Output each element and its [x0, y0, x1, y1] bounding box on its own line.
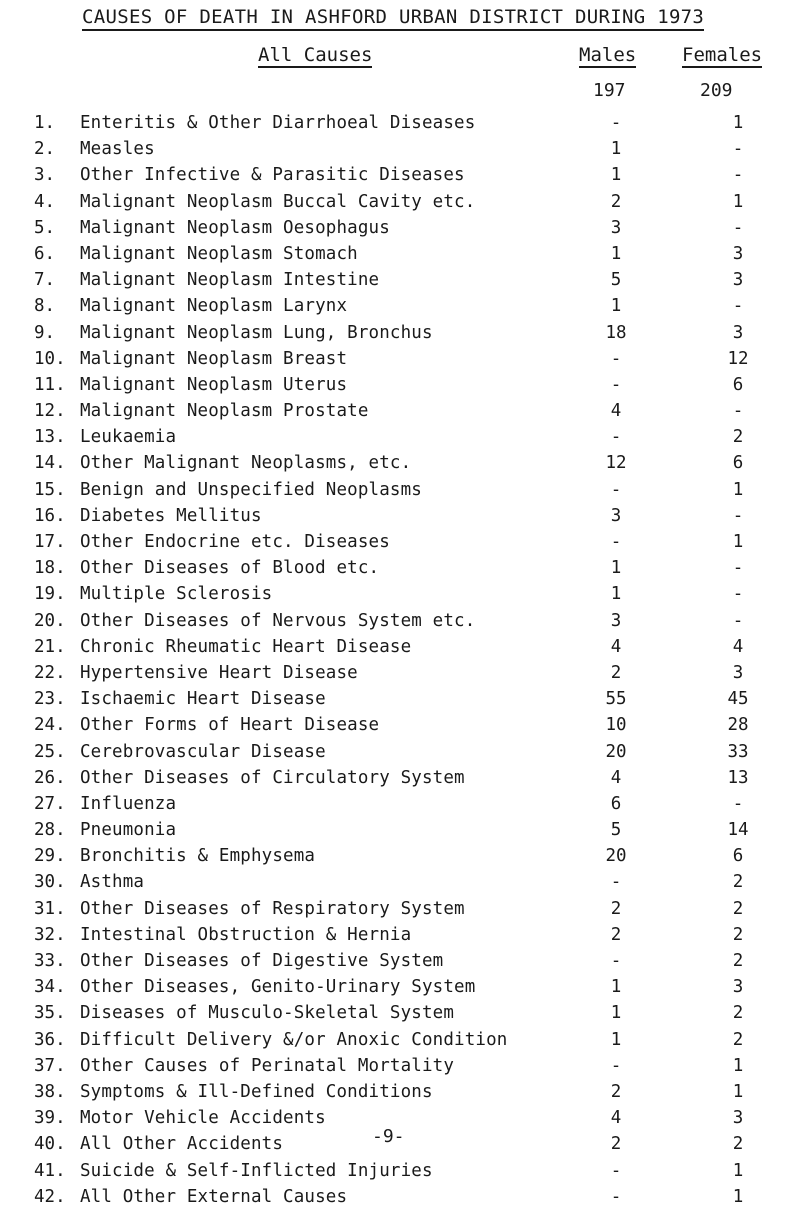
cause-name: Malignant Neoplasm Lung, Bronchus	[80, 322, 433, 343]
females-count: 3	[732, 977, 744, 998]
males-count: 3	[610, 610, 622, 631]
females-count: -	[732, 610, 744, 631]
cause-name: Malignant Neoplasm Uterus	[80, 374, 348, 395]
row-number: 15.	[34, 479, 66, 500]
cause-name: Other Diseases of Blood etc.	[80, 558, 380, 579]
table-row	[0, 503, 800, 529]
cause-name: Benign and Unspecified Neoplasms	[80, 479, 422, 500]
males-count: -	[610, 1160, 622, 1181]
cause-name: Other Malignant Neoplasms, etc.	[80, 453, 412, 474]
row-number: 36.	[34, 1029, 66, 1050]
cause-name: Other Diseases of Nervous System etc.	[80, 610, 476, 631]
table-row	[0, 765, 800, 791]
cause-name: Cerebrovascular Disease	[80, 741, 326, 762]
males-count: 2	[610, 1081, 622, 1102]
cause-name: All Other Accidents	[80, 1134, 284, 1155]
row-number: 12.	[34, 401, 66, 422]
males-count: 2	[610, 662, 622, 683]
cause-name: Other Diseases of Digestive System	[80, 951, 444, 971]
table-row	[0, 1000, 800, 1026]
males-count: -	[610, 532, 622, 552]
females-count: -	[732, 296, 744, 317]
males-count: 20	[605, 846, 627, 867]
females-count: -	[732, 139, 744, 160]
cause-name: Measles	[80, 139, 155, 160]
table-row	[0, 634, 800, 660]
cause-name: Other Infective & Parasitic Diseases	[80, 165, 465, 186]
cause-name: Other Forms of Heart Disease	[80, 715, 380, 736]
page-number: -9-	[372, 1126, 405, 1147]
cause-name: Chronic Rheumatic Heart Disease	[80, 636, 412, 657]
males-count: -	[610, 479, 622, 500]
table-row	[0, 974, 800, 1000]
row-number: 30.	[34, 872, 66, 893]
table-row	[0, 424, 800, 450]
cause-name: Malignant Neoplasm Buccal Cavity etc.	[80, 191, 476, 212]
males-count: -	[610, 374, 622, 395]
cause-name: Diabetes Mellitus	[80, 505, 262, 526]
males-count: 5	[610, 270, 622, 291]
cause-name: Other Diseases of Circulatory System	[80, 767, 465, 788]
table-row	[0, 1184, 800, 1210]
males-count: 2	[610, 924, 622, 945]
row-number: 29.	[34, 846, 66, 867]
females-count: -	[732, 793, 744, 814]
row-number: 11.	[34, 374, 66, 395]
females-count: 33	[727, 741, 749, 762]
table-row	[0, 1158, 800, 1184]
males-count: 1	[610, 139, 622, 160]
row-number: 35.	[34, 1003, 66, 1024]
males-count: 3	[610, 217, 622, 238]
row-number: 34.	[34, 977, 66, 998]
row-number: 27.	[34, 793, 66, 814]
table-row	[0, 712, 800, 738]
males-count: -	[610, 113, 622, 133]
cause-name: Suicide & Self-Inflicted Injuries	[80, 1160, 433, 1181]
males-count: 1	[610, 165, 622, 186]
males-count: 1	[610, 977, 622, 998]
row-number: 23.	[34, 689, 66, 710]
row-number: 14.	[34, 453, 66, 474]
row-number: 25.	[34, 741, 66, 762]
row-number: 39.	[34, 1108, 66, 1129]
females-count: 2	[732, 924, 744, 945]
table-row	[0, 817, 800, 843]
males-count: 1	[610, 1003, 622, 1024]
cause-name: Malignant Neoplasm Prostate	[80, 401, 369, 422]
row-number: 28.	[34, 820, 66, 841]
females-count: -	[732, 558, 744, 579]
row-number: 7.	[34, 270, 56, 291]
males-count: -	[610, 872, 622, 893]
females-count: 1	[732, 1186, 744, 1207]
males-count: 1	[610, 296, 622, 317]
row-number: 6.	[34, 243, 56, 264]
table-row	[0, 477, 800, 503]
row-number: 37.	[34, 1055, 66, 1076]
table-row	[0, 215, 800, 241]
table-row	[0, 1027, 800, 1053]
females-count: 2	[732, 1029, 744, 1050]
males-count: 1	[610, 243, 622, 264]
row-number: 4.	[34, 191, 56, 212]
cause-name: Diseases of Musculo-Skeletal System	[80, 1003, 455, 1024]
males-count: 4	[610, 1108, 622, 1129]
cause-name: Enteritis & Other Diarrhoeal Diseases	[80, 113, 476, 133]
males-count: 2	[610, 898, 622, 919]
males-count: 1	[610, 558, 622, 579]
causes-table	[0, 110, 800, 1210]
row-number: 24.	[34, 715, 66, 736]
table-row	[0, 686, 800, 712]
females-count: 6	[732, 374, 744, 395]
cause-name: Ischaemic Heart Disease	[80, 689, 326, 710]
cause-name: Hypertensive Heart Disease	[80, 662, 358, 683]
females-count: 2	[732, 898, 744, 919]
females-count: 2	[732, 427, 744, 448]
cause-name: Pneumonia	[80, 820, 177, 841]
cause-name: Other Diseases, Genito-Urinary System	[80, 977, 476, 998]
table-row	[0, 581, 800, 607]
table-row	[0, 346, 800, 372]
cause-name: Bronchitis & Emphysema	[80, 846, 316, 867]
cause-name: Leukaemia	[80, 427, 177, 448]
females-count: 1	[732, 532, 744, 552]
row-number: 2.	[34, 139, 56, 160]
table-row	[0, 320, 800, 346]
cause-name: All Other External Causes	[80, 1186, 348, 1207]
row-number: 13.	[34, 427, 66, 448]
females-count: 13	[727, 767, 749, 788]
table-row	[0, 948, 800, 974]
females-count: 28	[727, 715, 749, 736]
males-count: 20	[605, 741, 627, 762]
males-count: -	[610, 1186, 622, 1207]
cause-name: Malignant Neoplasm Breast	[80, 348, 348, 369]
row-number: 41.	[34, 1160, 66, 1181]
row-number: 19.	[34, 584, 66, 605]
females-count: 2	[732, 1134, 744, 1155]
cause-name: Malignant Neoplasm Intestine	[80, 270, 380, 291]
males-count: 1	[610, 584, 622, 605]
females-count: 1	[732, 113, 744, 133]
females-count: 2	[732, 872, 744, 893]
total-males: 197	[593, 80, 626, 101]
row-number: 20.	[34, 610, 66, 631]
cause-name: Symptoms & Ill-Defined Conditions	[80, 1081, 433, 1102]
cause-name: Intestinal Obstruction & Hernia	[80, 924, 412, 945]
females-count: 6	[732, 846, 744, 867]
males-count: 5	[610, 820, 622, 841]
row-number: 3.	[34, 165, 56, 186]
females-count: 2	[732, 951, 744, 971]
cause-name: Multiple Sclerosis	[80, 584, 273, 605]
males-count: 2	[610, 191, 622, 212]
row-number: 26.	[34, 767, 66, 788]
row-number: 21.	[34, 636, 66, 657]
females-count: -	[732, 217, 744, 238]
cause-name: Malignant Neoplasm Larynx	[80, 296, 348, 317]
males-count: 4	[610, 767, 622, 788]
males-count: 12	[605, 453, 627, 474]
table-row	[0, 896, 800, 922]
table-row	[0, 136, 800, 162]
females-count: 3	[732, 1108, 744, 1129]
header-all-causes: All Causes	[258, 44, 373, 66]
table-row	[0, 398, 800, 424]
males-count: -	[610, 1055, 622, 1076]
males-count: 4	[610, 401, 622, 422]
row-number: 1.	[34, 113, 56, 133]
males-count: 1	[610, 1029, 622, 1050]
table-row	[0, 869, 800, 895]
table-row	[0, 529, 800, 555]
females-count: -	[732, 505, 744, 526]
males-count: 2	[610, 1134, 622, 1155]
table-row	[0, 791, 800, 817]
row-number: 10.	[34, 348, 66, 369]
row-number: 33.	[34, 951, 66, 971]
males-count: 55	[605, 689, 627, 710]
cause-name: Influenza	[80, 793, 177, 814]
table-row	[0, 922, 800, 948]
row-number: 32.	[34, 924, 66, 945]
table-row	[0, 267, 800, 293]
row-number: 17.	[34, 532, 66, 552]
females-count: 3	[732, 270, 744, 291]
females-count: 12	[727, 348, 749, 369]
cause-name: Malignant Neoplasm Oesophagus	[80, 217, 390, 238]
table-row	[0, 608, 800, 634]
table-row	[0, 555, 800, 581]
page-title: CAUSES OF DEATH IN ASHFORD URBAN DISTRICT DURING 1973	[82, 6, 704, 31]
males-count: 4	[610, 636, 622, 657]
females-count: 45	[727, 689, 749, 710]
row-number: 42.	[34, 1186, 66, 1207]
cause-name: Other Causes of Perinatal Mortality	[80, 1055, 455, 1076]
females-count: 14	[727, 820, 749, 841]
table-row	[0, 189, 800, 215]
row-number: 31.	[34, 898, 66, 919]
males-count: -	[610, 348, 622, 369]
females-count: 3	[732, 662, 744, 683]
table-row	[0, 739, 800, 765]
females-count: -	[732, 165, 744, 186]
females-count: -	[732, 401, 744, 422]
females-count: 2	[732, 1003, 744, 1024]
cause-name: Other Endocrine etc. Diseases	[80, 532, 390, 552]
males-count: -	[610, 951, 622, 971]
males-count: 10	[605, 715, 627, 736]
row-number: 38.	[34, 1081, 66, 1102]
females-count: 4	[732, 636, 744, 657]
table-row	[0, 241, 800, 267]
females-count: 1	[732, 191, 744, 212]
females-count: 1	[732, 1081, 744, 1102]
row-number: 5.	[34, 217, 56, 238]
females-count: 6	[732, 453, 744, 474]
table-row	[0, 660, 800, 686]
header-males: Males	[579, 44, 637, 66]
table-row	[0, 1053, 800, 1079]
females-count: 3	[732, 322, 744, 343]
header-females: Females	[682, 44, 763, 66]
females-count: 3	[732, 243, 744, 264]
cause-name: Difficult Delivery &/or Anoxic Condition	[80, 1029, 508, 1050]
females-count: 1	[732, 479, 744, 500]
cause-name: Malignant Neoplasm Stomach	[80, 243, 358, 264]
table-row	[0, 843, 800, 869]
females-count: 1	[732, 1055, 744, 1076]
row-number: 18.	[34, 558, 66, 579]
males-count: 6	[610, 793, 622, 814]
males-count: 18	[605, 322, 627, 343]
table-row	[0, 110, 800, 136]
cause-name: Motor Vehicle Accidents	[80, 1108, 326, 1129]
row-number: 40.	[34, 1134, 66, 1155]
table-row	[0, 293, 800, 319]
females-count: -	[732, 584, 744, 605]
males-count: -	[610, 427, 622, 448]
table-row	[0, 372, 800, 398]
row-number: 22.	[34, 662, 66, 683]
row-number: 8.	[34, 296, 56, 317]
females-count: 1	[732, 1160, 744, 1181]
row-number: 9.	[34, 322, 56, 343]
table-row	[0, 1079, 800, 1105]
total-females: 209	[700, 80, 733, 101]
table-row	[0, 450, 800, 476]
cause-name: Asthma	[80, 872, 145, 893]
table-row	[0, 162, 800, 188]
males-count: 3	[610, 505, 622, 526]
row-number: 16.	[34, 505, 66, 526]
cause-name: Other Diseases of Respiratory System	[80, 898, 465, 919]
